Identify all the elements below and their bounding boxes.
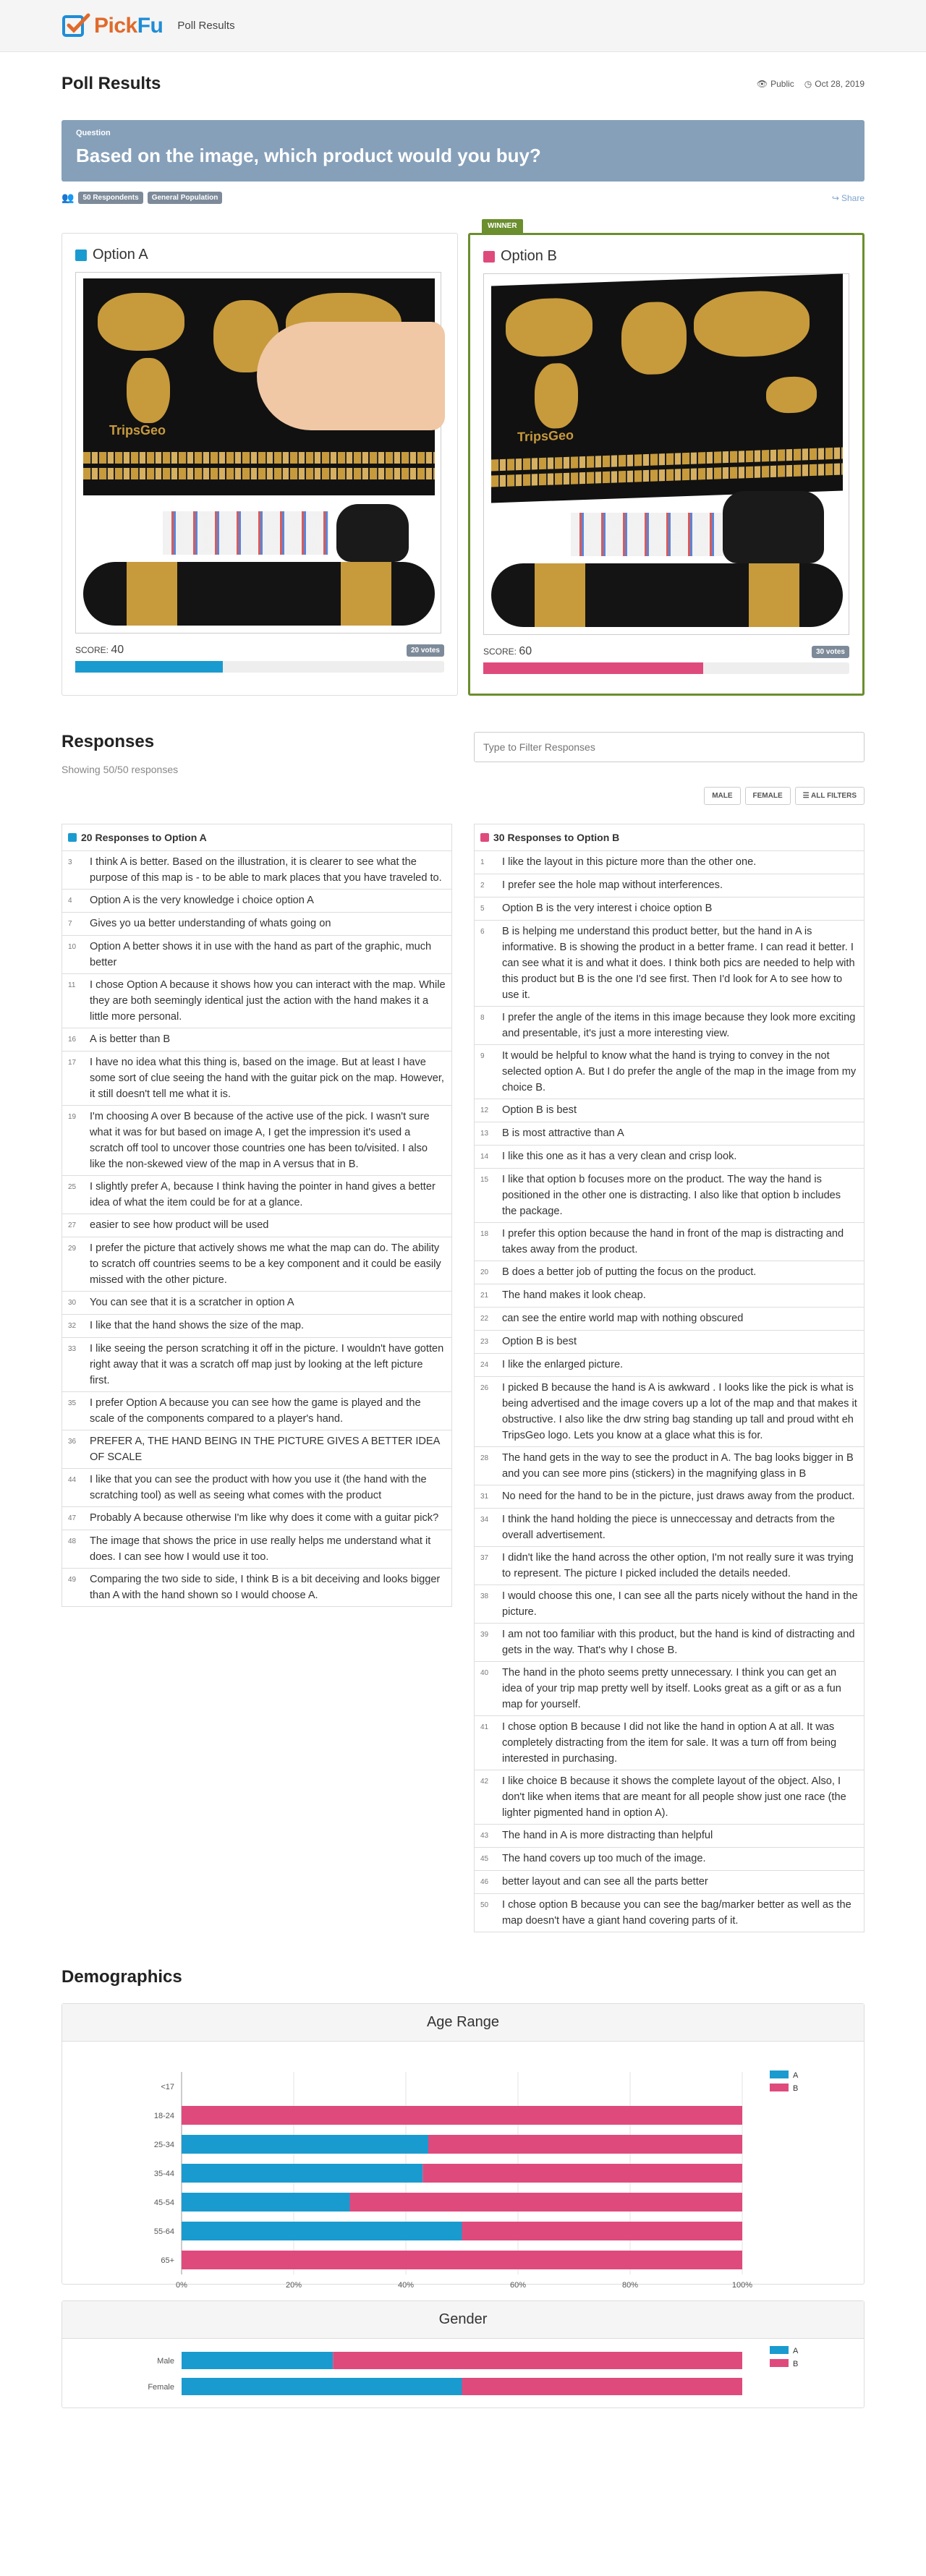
pouch-graphic bbox=[336, 504, 409, 562]
bar-a-35-44[interactable] bbox=[182, 2164, 422, 2183]
category-label: 65+ bbox=[161, 2256, 174, 2265]
option-b-brand: TripsGeo bbox=[517, 427, 574, 445]
response-text: I prefer Option A because you can see how the game is played and the scale of the components compared to a player's hand. bbox=[90, 1397, 421, 1425]
response-text: I like the layout in this picture more than the other one. bbox=[502, 856, 757, 868]
response-number: 15 bbox=[480, 1176, 489, 1184]
response-item bbox=[61, 1214, 452, 1237]
option-a-score: SCORE: 40 bbox=[75, 644, 124, 656]
response-item bbox=[474, 1099, 865, 1122]
response-number: 43 bbox=[480, 1832, 489, 1840]
pickfu-logo[interactable] bbox=[62, 12, 163, 40]
hand-graphic bbox=[257, 322, 445, 430]
bar-a-55-64[interactable] bbox=[182, 2222, 462, 2240]
response-text: Option B is best bbox=[502, 1336, 577, 1347]
response-number: 23 bbox=[480, 1338, 489, 1346]
response-number: 46 bbox=[480, 1878, 489, 1886]
response-text: Option B is best bbox=[502, 1104, 577, 1116]
response-text: The hand in the photo seems pretty unnecessary. I think you can get an idea of your trip map pretty well by itself. Looks great as a gift or as a fun map for yourself. bbox=[502, 1667, 841, 1710]
x-tick-label: 20% bbox=[285, 2281, 302, 2290]
gender-title: Gender bbox=[62, 2301, 864, 2339]
bar-b-65+[interactable] bbox=[182, 2251, 742, 2269]
legend-swatch-b bbox=[770, 2084, 789, 2091]
option-a-responses bbox=[61, 824, 452, 1932]
nav-poll-results[interactable]: Poll Results bbox=[177, 20, 235, 32]
response-item bbox=[61, 1315, 452, 1338]
option-a-responses-header: 20 Responses to Option A bbox=[81, 832, 207, 843]
response-text: The image that shows the price in use really helps me understand what it does. I can see how I would use it too. bbox=[90, 1535, 431, 1563]
bar-b-55-64[interactable] bbox=[462, 2222, 743, 2240]
response-number: 50 bbox=[480, 1901, 489, 1909]
logo-check-icon bbox=[62, 12, 91, 40]
response-item bbox=[474, 1284, 865, 1308]
bar-a-25-34[interactable] bbox=[182, 2135, 428, 2154]
response-item bbox=[474, 1825, 865, 1848]
category-label: 55-64 bbox=[153, 2227, 174, 2236]
response-item bbox=[474, 1894, 865, 1932]
response-item bbox=[474, 1485, 865, 1509]
response-item bbox=[61, 974, 452, 1028]
response-text: I chose option B because you can see the bag/marker better as well as the map doesn't have a giant hand covering parts of it. bbox=[502, 1899, 851, 1927]
stickers-graphic bbox=[163, 511, 329, 555]
all-filters-button[interactable]: ☰ ALL FILTERS bbox=[795, 787, 865, 805]
response-text: better layout and can see all the parts better bbox=[502, 1876, 708, 1888]
response-number: 32 bbox=[68, 1322, 77, 1330]
response-item bbox=[61, 1530, 452, 1569]
response-item bbox=[61, 1507, 452, 1530]
response-number: 11 bbox=[68, 981, 76, 989]
response-item bbox=[474, 1848, 865, 1871]
response-number: 37 bbox=[480, 1554, 489, 1562]
response-item bbox=[61, 1052, 452, 1106]
response-item bbox=[474, 1169, 865, 1223]
response-number: 21 bbox=[480, 1292, 489, 1300]
tube-graphic bbox=[83, 562, 435, 626]
response-number: 3 bbox=[68, 858, 72, 866]
response-text: I am not too familiar with this product, but the hand is kind of distracting and gets in the way. That's why I chose B. bbox=[502, 1629, 855, 1656]
response-number: 33 bbox=[68, 1345, 77, 1353]
response-item bbox=[474, 1585, 865, 1624]
response-number: 34 bbox=[480, 1516, 489, 1524]
response-item bbox=[474, 1377, 865, 1447]
logo-wordmark: PickFu bbox=[94, 13, 163, 38]
response-number: 5 bbox=[480, 905, 485, 913]
response-number: 17 bbox=[68, 1059, 77, 1067]
population-badge: General Population bbox=[148, 192, 223, 204]
response-item bbox=[474, 1447, 865, 1485]
responses-title: Responses bbox=[61, 732, 155, 751]
option-b-votes: 30 votes bbox=[812, 646, 849, 658]
option-b-image[interactable] bbox=[483, 273, 849, 635]
response-number: 49 bbox=[68, 1576, 77, 1584]
response-text: B does a better job of putting the focus on the product. bbox=[502, 1266, 757, 1278]
clock-icon: ◷ bbox=[804, 79, 812, 89]
response-item bbox=[61, 1292, 452, 1315]
response-text: B is most attractive than A bbox=[502, 1127, 624, 1139]
category-label: 18-24 bbox=[153, 2112, 174, 2120]
response-text: Comparing the two side to side, I think B is a bit deceiving and looks bigger than A with the hand shown so I would choose A. bbox=[90, 1574, 441, 1601]
response-text: I think the hand holding the piece is unneccessay and detracts from the overall advertisement. bbox=[502, 1514, 835, 1541]
response-number: 36 bbox=[68, 1438, 77, 1446]
poll-date: ◷ Oct 28, 2019 bbox=[804, 79, 865, 89]
response-text: PREFER A, THE HAND BEING IN THE PICTURE GIVES A BETTER IDEA OF SCALE bbox=[90, 1436, 440, 1463]
category-label: 35-44 bbox=[153, 2170, 174, 2178]
response-item bbox=[474, 874, 865, 897]
response-number: 8 bbox=[480, 1014, 485, 1022]
response-item bbox=[474, 1122, 865, 1146]
response-item bbox=[474, 1716, 865, 1770]
response-item bbox=[61, 851, 452, 890]
response-number: 9 bbox=[480, 1052, 485, 1060]
bar-b-45-54[interactable] bbox=[350, 2193, 743, 2212]
age-range-panel bbox=[61, 2003, 865, 2290]
legend-swatch-a bbox=[770, 2346, 789, 2354]
response-item bbox=[474, 1308, 865, 1331]
response-item bbox=[474, 1354, 865, 1377]
response-text: I prefer this option because the hand in front of the map is distracting and takes away from the product. bbox=[502, 1228, 844, 1255]
response-number: 28 bbox=[480, 1454, 489, 1462]
response-number: 10 bbox=[68, 943, 77, 951]
response-item bbox=[474, 1331, 865, 1354]
x-tick-label: 60% bbox=[509, 2281, 527, 2290]
filter-female-button[interactable]: FEMALE bbox=[745, 787, 791, 805]
response-number: 1 bbox=[480, 858, 485, 866]
eye-icon: 👁 bbox=[756, 79, 768, 89]
response-item bbox=[474, 1547, 865, 1585]
response-number: 27 bbox=[68, 1221, 77, 1229]
response-number: 26 bbox=[480, 1384, 489, 1392]
option-b-score-bar bbox=[483, 662, 849, 674]
response-item bbox=[61, 936, 452, 974]
gender-chart bbox=[62, 2339, 864, 2407]
response-item bbox=[474, 1770, 865, 1825]
option-a-swatch bbox=[75, 250, 87, 261]
response-number: 38 bbox=[480, 1592, 489, 1600]
response-item bbox=[474, 1261, 865, 1284]
response-number: 22 bbox=[480, 1315, 489, 1323]
response-number: 7 bbox=[68, 920, 72, 928]
tube-graphic bbox=[491, 563, 843, 627]
share-link[interactable]: ↪ Share bbox=[831, 192, 865, 203]
category-label: Male bbox=[157, 2357, 174, 2366]
x-tick-label: 80% bbox=[621, 2281, 639, 2290]
response-text: can see the entire world map with nothing obscured bbox=[502, 1313, 744, 1324]
response-item bbox=[61, 1028, 452, 1052]
filter-male-button[interactable]: MALE bbox=[704, 787, 740, 805]
response-item bbox=[474, 921, 865, 1007]
bar-b-25-34[interactable] bbox=[428, 2135, 742, 2154]
response-text: I prefer the angle of the items in this image because they look more exciting and presentable, it's just a more interesting view. bbox=[502, 1012, 856, 1039]
option-b-swatch bbox=[483, 251, 495, 263]
option-a-label: Option A bbox=[93, 247, 148, 263]
response-item bbox=[474, 1007, 865, 1045]
option-b-responses-header: 30 Responses to Option B bbox=[493, 832, 620, 843]
legend-label: A bbox=[793, 2347, 799, 2355]
gender-panel bbox=[61, 2300, 865, 2408]
bar-b-18-24[interactable] bbox=[182, 2106, 742, 2125]
option-b-card bbox=[468, 222, 865, 696]
bar-b-35-44[interactable] bbox=[422, 2164, 742, 2183]
response-item bbox=[474, 1146, 865, 1169]
response-text: I chose option B because I did not like the hand in option A at all. It was completely distracting from the item for sale. It was a turn off from being interested in purchasing. bbox=[502, 1721, 837, 1765]
response-text: I like this one as it has a very clean and crisp look. bbox=[502, 1151, 737, 1162]
bar-a-Male[interactable] bbox=[182, 2352, 333, 2369]
response-number: 48 bbox=[68, 1538, 77, 1545]
response-number: 44 bbox=[68, 1476, 77, 1484]
option-b-score: SCORE: 60 bbox=[483, 645, 532, 657]
response-number: 18 bbox=[480, 1230, 489, 1238]
page-title: Poll Results bbox=[61, 74, 161, 93]
winner-badge: WINNER bbox=[482, 219, 523, 233]
response-number: 42 bbox=[480, 1778, 489, 1786]
response-text: I'm choosing A over B because of the active use of the pick. I wasn't sure what it was for but based on image A, I get the impression it's used a scratch off tool to uncover those countries one has been to/visited. I also like the non-skewed view of the map in A versus that in B. bbox=[90, 1111, 430, 1170]
option-b-responses bbox=[474, 824, 865, 1932]
response-text: I like that you can see the product with how you use it (the hand with the scratching tool) as well as seeing what comes with the product bbox=[90, 1474, 427, 1501]
response-number: 2 bbox=[480, 882, 485, 890]
response-text: I slightly prefer A, because I think having the pointer in hand gives a better idea of what the item could be for at a glance. bbox=[90, 1181, 436, 1208]
legend-swatch-a bbox=[770, 2070, 789, 2078]
category-label: 25-34 bbox=[153, 2141, 174, 2149]
legend-swatch-b bbox=[770, 2359, 789, 2367]
bar-b-Male[interactable] bbox=[333, 2352, 742, 2369]
map-graphic bbox=[491, 274, 843, 503]
response-text: Option A is the very knowledge i choice option A bbox=[90, 895, 314, 906]
option-b-label: Option B bbox=[501, 248, 557, 264]
response-number: 6 bbox=[480, 928, 485, 936]
response-text: You can see that it is a scratcher in option A bbox=[90, 1297, 294, 1308]
response-number: 41 bbox=[480, 1723, 489, 1731]
response-text: B is helping me understand this product better, but the hand in A is informative. B is showing the product in a better frame. I can read it better. I can see what it is and what it does. I think both pics are needed to help with this product but B is the one I'd see first. Then I'd look for A to see how to use it. bbox=[502, 926, 855, 1001]
legend-label: B bbox=[793, 2360, 799, 2368]
x-tick-label: 0% bbox=[176, 2281, 187, 2290]
option-a-card bbox=[61, 233, 458, 696]
response-item bbox=[61, 1569, 452, 1607]
stickers-graphic bbox=[571, 513, 737, 556]
response-text: I prefer the picture that actively shows me what the map can do. The ability to scratch off countries seems to be a key component and it could be easily missed with the other picture. bbox=[90, 1242, 441, 1286]
response-number: 13 bbox=[480, 1130, 489, 1138]
bar-b-Female[interactable] bbox=[462, 2378, 743, 2395]
response-item bbox=[61, 1176, 452, 1214]
option-a-image[interactable] bbox=[75, 272, 441, 634]
response-text: No need for the hand to be in the picture, just draws away from the product. bbox=[502, 1490, 855, 1502]
response-item bbox=[474, 1223, 865, 1261]
response-text: It would be helpful to know what the hand is trying to convey in the not selected option A. But I do prefer the angle of the map in the image from my choice B. bbox=[502, 1050, 857, 1093]
response-item bbox=[61, 1469, 452, 1507]
x-tick-label: 100% bbox=[731, 2281, 753, 2290]
response-text: I prefer see the hole map without interferences. bbox=[502, 879, 723, 891]
response-item bbox=[61, 913, 452, 936]
response-item bbox=[474, 897, 865, 921]
response-number: 4 bbox=[68, 897, 72, 905]
response-text: I would choose this one, I can see all the parts nicely without the hand in the picture. bbox=[502, 1590, 858, 1618]
visibility-status: 👁 Public bbox=[756, 79, 794, 89]
bar-a-Female[interactable] bbox=[182, 2378, 462, 2395]
response-number: 40 bbox=[480, 1669, 489, 1677]
option-a-score-bar bbox=[75, 661, 444, 673]
bar-a-45-54[interactable] bbox=[182, 2193, 350, 2212]
share-icon: ↪ bbox=[831, 192, 839, 203]
response-number: 39 bbox=[480, 1631, 489, 1639]
response-number: 16 bbox=[68, 1036, 77, 1044]
top-navbar bbox=[0, 0, 926, 52]
response-item bbox=[61, 1237, 452, 1292]
response-item bbox=[61, 1338, 452, 1392]
response-item bbox=[474, 851, 865, 874]
response-number: 24 bbox=[480, 1361, 489, 1369]
response-text: I like the enlarged picture. bbox=[502, 1359, 624, 1370]
response-item bbox=[474, 1509, 865, 1547]
response-text: I didn't like the hand across the other option, I'm not really sure it was trying to represent. The picture I picked included the details needed. bbox=[502, 1552, 854, 1579]
response-item bbox=[61, 1106, 452, 1176]
map-graphic bbox=[83, 278, 435, 495]
response-text: I chose Option A because it shows how you can interact with the map. While they are both seemingly identical just the action with the hand makes it a little more personal. bbox=[90, 979, 446, 1023]
response-text: I like that option b focuses more on the product. The way the hand is positioned in the other one is distracting. I also like that option b includes the package. bbox=[502, 1174, 841, 1217]
response-text: easier to see how product will be used bbox=[90, 1219, 269, 1231]
question-text: Based on the image, which product would you buy? bbox=[76, 145, 541, 166]
option-a-votes: 20 votes bbox=[407, 644, 444, 657]
respondents-icon: 👥 bbox=[61, 192, 75, 203]
response-item bbox=[61, 1430, 452, 1469]
category-label: Female bbox=[148, 2383, 174, 2392]
response-number: 47 bbox=[68, 1514, 77, 1522]
response-text: The hand gets in the way to see the product in A. The bag looks bigger in B and you can see more pins (stickers) in the magnifying glass in B bbox=[502, 1452, 854, 1480]
response-text: I like choice B because it shows the complete layout of the object. Also, I don't like when items that are meant for all people show just one race (the lighter pigmented hand in option A). bbox=[502, 1775, 846, 1819]
legend-label: B bbox=[793, 2084, 799, 2093]
response-number: 14 bbox=[480, 1153, 489, 1161]
response-number: 12 bbox=[480, 1106, 489, 1114]
response-number: 30 bbox=[68, 1299, 77, 1307]
option-a-brand: TripsGeo bbox=[109, 423, 166, 438]
response-number: 20 bbox=[480, 1268, 489, 1276]
response-item bbox=[474, 1045, 865, 1099]
response-text: The hand covers up too much of the image. bbox=[502, 1853, 706, 1864]
response-item bbox=[474, 1662, 865, 1716]
filter-icon: ☰ bbox=[802, 792, 810, 800]
response-text: Option A better shows it in use with the hand as part of the graphic, much better bbox=[90, 941, 432, 968]
response-text: The hand makes it look cheap. bbox=[502, 1289, 646, 1301]
response-number: 31 bbox=[480, 1493, 489, 1501]
option-b-swatch bbox=[480, 833, 489, 842]
response-item bbox=[61, 1392, 452, 1430]
response-text: Option B is the very interest i choice option B bbox=[502, 903, 713, 914]
response-item bbox=[474, 1624, 865, 1662]
response-number: 45 bbox=[480, 1855, 489, 1863]
respondents-badge: 50 Respondents bbox=[78, 192, 143, 204]
age-range-chart bbox=[62, 2042, 864, 2290]
filter-responses-input[interactable] bbox=[474, 732, 865, 762]
category-label: <17 bbox=[161, 2083, 174, 2091]
legend-label: A bbox=[793, 2071, 799, 2080]
response-text: The hand in A is more distracting than helpful bbox=[502, 1830, 713, 1841]
pouch-graphic bbox=[723, 491, 824, 563]
response-text: Probably A because otherwise I'm like why does it come with a guitar pick? bbox=[90, 1512, 439, 1524]
response-text: Gives yo ua better understanding of whats going on bbox=[90, 918, 331, 929]
response-number: 29 bbox=[68, 1245, 77, 1253]
response-item bbox=[474, 1871, 865, 1894]
response-number: 35 bbox=[68, 1399, 77, 1407]
response-text: I picked B because the hand is A is awkward . I looks like the pick is what is being advertised and the image covers up a lot of the map and that makes it obstructive. I also like the drw string bag standing up tall and proud witht eh TripsGeo logo. Lets you know at a glace what this is for. bbox=[502, 1382, 857, 1441]
x-tick-label: 40% bbox=[397, 2281, 415, 2290]
demographics-title: Demographics bbox=[61, 1967, 182, 1987]
responses-count: Showing 50/50 responses bbox=[61, 764, 179, 775]
response-text: I think A is better. Based on the illustration, it is clearer to see what the purpose of this map is - to be able to mark places that you have traveled to. bbox=[90, 856, 442, 884]
question-label: Question bbox=[76, 129, 111, 137]
category-label: 45-54 bbox=[153, 2198, 174, 2207]
response-text: I like that the hand shows the size of the map. bbox=[90, 1320, 305, 1331]
age-range-title: Age Range bbox=[62, 2004, 864, 2042]
option-a-swatch bbox=[68, 833, 77, 842]
response-text: A is better than B bbox=[90, 1033, 171, 1045]
response-number: 25 bbox=[68, 1183, 77, 1191]
response-text: I like seeing the person scratching it off in the picture. I wouldn't have gotten right away that it was a scratch off map just by looking at the left picture first. bbox=[90, 1343, 444, 1386]
response-number: 19 bbox=[68, 1113, 77, 1121]
response-item bbox=[61, 890, 452, 913]
question-banner bbox=[61, 120, 865, 182]
response-text: I have no idea what this thing is, based on the image. But at least I have some sort of clue seeing the hand with the guitar pick on the map. However, it still doesn't tell me what it is. bbox=[90, 1057, 444, 1100]
